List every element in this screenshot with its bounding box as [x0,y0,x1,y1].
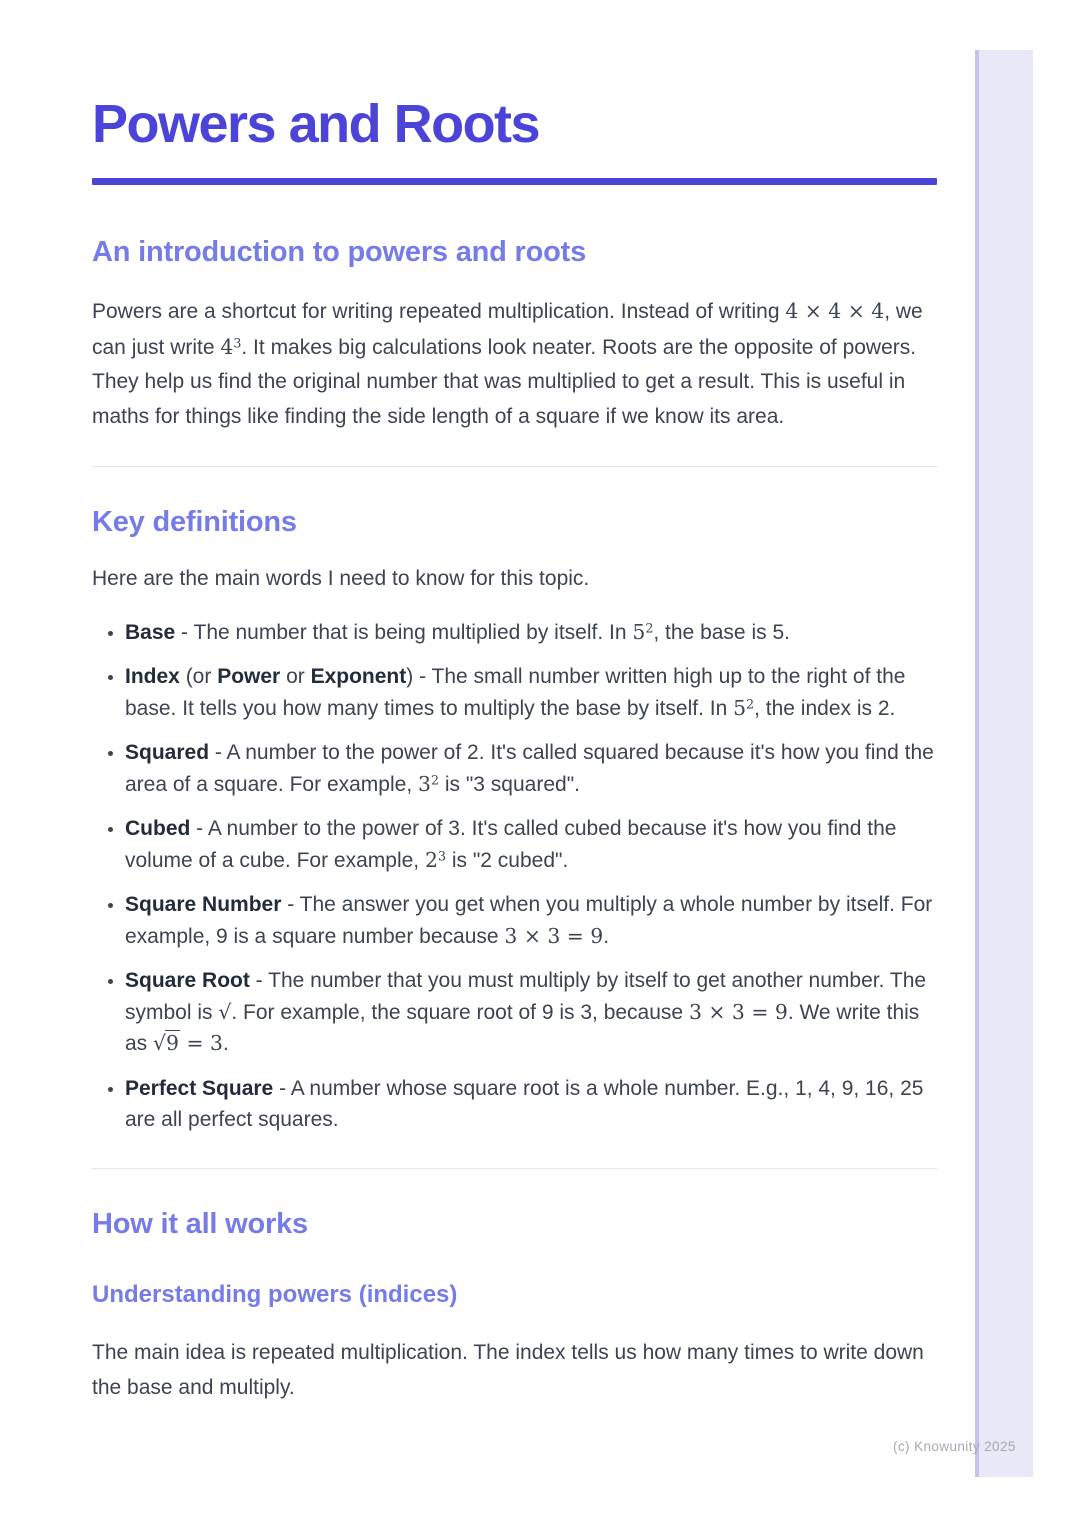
document-content [92,0,937,1405]
text-run: . We write this as [125,1000,920,1056]
text-run: - The answer you get when you multiply a whole number by itself. For example, 9 is a square number because [125,893,933,948]
square-root-expression: √ [218,999,232,1024]
understanding-powers-subheading: Understanding powers (indices) [92,1281,458,1309]
definitions-list [92,617,937,1136]
text-run: is "3 squared". [439,772,580,796]
square-root-expression: √9 [153,1031,179,1056]
definition-list-item [125,965,937,1060]
term-label: Cubed [125,817,191,841]
term-label: Perfect Square [125,1076,274,1100]
section-how-it-works [92,1207,937,1406]
math-expression: 3 × 3 = 9 [504,923,604,948]
definition-list-item [125,737,937,800]
definition-list-item [125,1073,937,1136]
text-run: . For example, the square root of 9 is 3, because [231,1000,689,1024]
definition-list-item [125,617,937,649]
term-label: Square Root [125,969,250,993]
text-run: - A number to the power of 2. It's called squared because it's how you find the area of a square. For example, [125,741,934,796]
how-it-works-paragraph: The main idea is repeated multiplication. The index tells us how many times to write down the base and multiply. [92,1341,924,1399]
text-run: (or [179,665,218,689]
term-label: Exponent [310,665,407,689]
text-run: is "2 cubed". [445,848,569,872]
text-run: , the index is 2. [754,696,896,720]
term-label: Index [125,665,180,689]
how-it-works-heading: How it all works [92,1207,308,1240]
definition-list-item [125,813,937,876]
text-run: - A number whose square root is a whole number. E.g., 1, 4, 9, 16, 25 are all perfect squares. [125,1076,924,1132]
definition-list-item [125,889,937,952]
section-divider [92,1168,937,1169]
text-run: . [222,1032,229,1056]
text-run: - The number that you must multiply by itself to get another number. The symbol is [125,969,927,1024]
text-run: , the base is 5. [653,620,790,644]
section-divider [92,466,937,467]
term-label: Squared [125,741,210,765]
page-edge-bar [975,50,1033,1477]
text-run: ) - The small number written high up to the right of the base. It tells you how many times to multiply the base by itself. In [125,665,906,720]
text-run: - The number that is being multiplied by itself. In [175,620,633,644]
text-run: or [280,665,311,689]
definitions-lead-text: Here are the main words I need to know for this topic. [92,567,590,591]
text-run: Powers are a shortcut for writing repeated multiplication. Instead of writing [92,300,786,324]
math-expression: = 3 [179,1031,223,1056]
page-title: Powers and Roots [92,94,540,154]
math-expression: $5^2$ [632,619,654,644]
math-expression: 3 × 3 = 9 [688,999,788,1024]
text-run: - A number to the power of 3. It's called cubed because it's how you find the volume of a cube. For example, [125,817,897,872]
math-expression: $4^3$ [220,334,242,359]
math-expression: $2^3$ [424,847,446,872]
math-expression: 4 × 4 × 4 [785,299,885,324]
title-underline-rule [92,178,937,185]
math-expression: $5^2$ [733,695,755,720]
text-run: . It makes big calculations look neater. Roots are the opposite of powers. They help us find the original number that was multiplied to get a result. This is useful in maths for things like finding the side length of a square if we know its area. [92,335,917,428]
copyright-watermark: (c) Knowunity 2025 [893,1439,1016,1454]
math-expression: $3^2$ [418,771,439,796]
intro-heading: An introduction to powers and roots [92,236,587,269]
section-key-definitions [92,505,937,1135]
text-run: . [603,924,610,948]
term-label: Power [217,665,281,689]
term-label: Square Number [125,893,282,917]
term-label: Base [125,620,176,644]
section-introduction [92,235,937,434]
intro-paragraph [92,294,937,434]
definitions-heading: Key definitions [92,506,297,539]
definition-list-item [125,661,937,724]
text-run: , we can just write [92,300,923,359]
